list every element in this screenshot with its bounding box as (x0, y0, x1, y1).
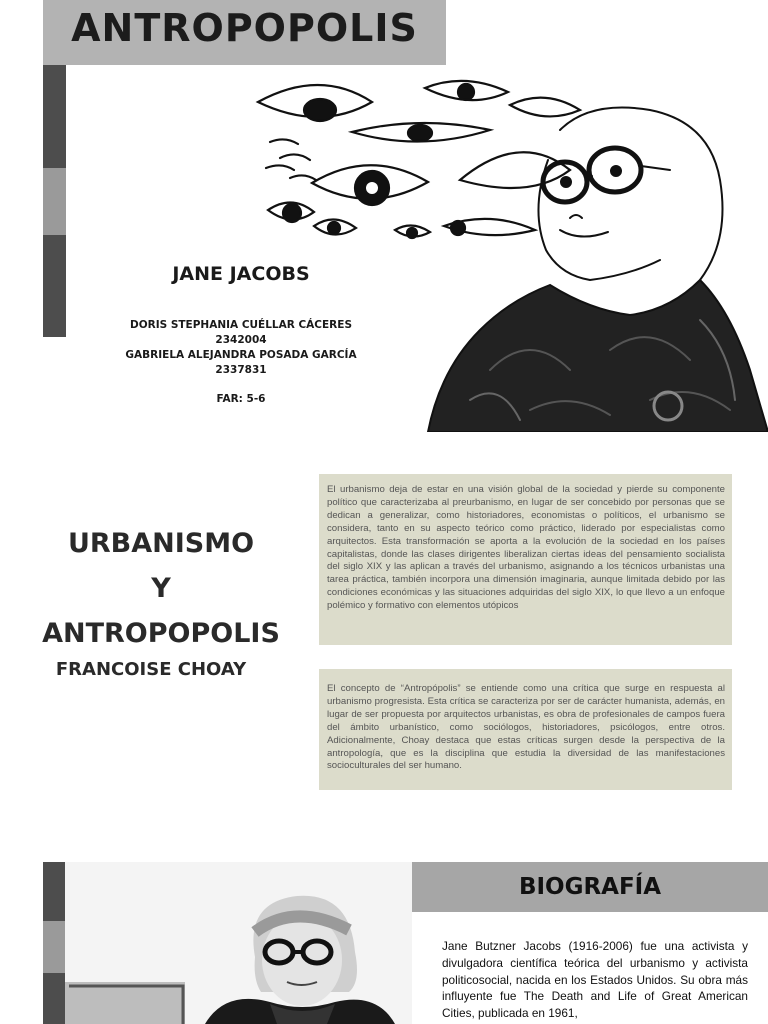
stripe-bio-dark-top (43, 862, 66, 921)
page-title: ANTROPOPOLIS (71, 6, 418, 50)
author-code-2: 2337831 (215, 364, 267, 376)
stripe-dark-top (43, 65, 66, 168)
biography-text: Jane Butzner Jacobs (1916-2006) fue una activista y divulgadora científica teórica del urbanismo y activista politicosocial, nacida en los Estados Unidos. Su obra más influyente fue The Death and Life of Great American Cities, publicada en 1961, (442, 939, 748, 1021)
paragraph-urbanismo: El urbanismo deja de estar en una visión global de la sociedad y pierde su componente político que caracterizaba al preurbanismo, en lugar de ser concebido por personas que se dedican a generalizar, como historiadores, economistas o políticos, el urbanismo se considera, tanto en su aspecto teórico como práctico, liderado por especialistas como arquitectos. Esta transformación se aporta a la evolución de la sociedad en los países capitalistas, donde las clases dirigentes liberalizan ciertas ideas del pensamiento socialista del siglo XIX y las aplican a través del urbanismo, asignando a los técnicos urbanistas una tarea práctica, también incorpora una dimensión imaginaria, aunque limitada debido por las condiciones económicas y las situaciones adquiridas del siglo XIX, lo que llevo a un enfoque polémico y formativo con elementos utópicos (327, 484, 725, 612)
woman-portrait (428, 108, 768, 433)
jane-jacobs-photo (65, 862, 412, 1024)
author-name-1: DORIS STEPHANIA CUÉLLAR CÁCERES (129, 319, 353, 331)
section-heading-urbanismo: URBANISMO (67, 528, 255, 559)
group-code: FAR: 5-6 (216, 393, 266, 405)
section-heading-y: Y (151, 573, 171, 604)
sketched-eyes (258, 81, 580, 238)
author-code-1: 2342004 (215, 334, 267, 346)
author-name-2: GABRIELA ALEJANDRA POSADA GARCÍA (125, 349, 357, 361)
text-box-urbanismo (319, 474, 732, 645)
stripe-bio-light (43, 921, 66, 973)
text-box-antropopolis (319, 669, 732, 790)
section-heading-antropopolis: ANTROPOPOLIS (42, 618, 280, 649)
portrait-illustration (230, 70, 768, 432)
section-author: FRANCOISE CHOAY (55, 659, 247, 680)
subject-name: JANE JACOBS (172, 263, 310, 285)
paragraph-antropopolis: El concepto de “Antropópolis” se entiende como una crítica que surge en respuesta al urbanismo progresista. Esta crítica se caracteriza por ser de carácter humanista, además, en lugar de ser propuesta por arquitectos urbanistas, es obra de profesionales de campos fuera del ámbito urbanístico, como sociólogos, historiadores, psicólogos, entre otros. Adicionalmente, Choay destaca que estas críticas surgen desde la perspectiva de la antropología, que es la disciplina que estudia la diversidad de las manifestaciones socioculturales del ser humano. (327, 683, 725, 772)
stripe-dark-bottom (43, 235, 66, 337)
stripe-bio-dark-bottom (43, 973, 66, 1024)
stripe-light (43, 168, 66, 235)
biography-title: BIOGRAFÍA (518, 874, 662, 900)
